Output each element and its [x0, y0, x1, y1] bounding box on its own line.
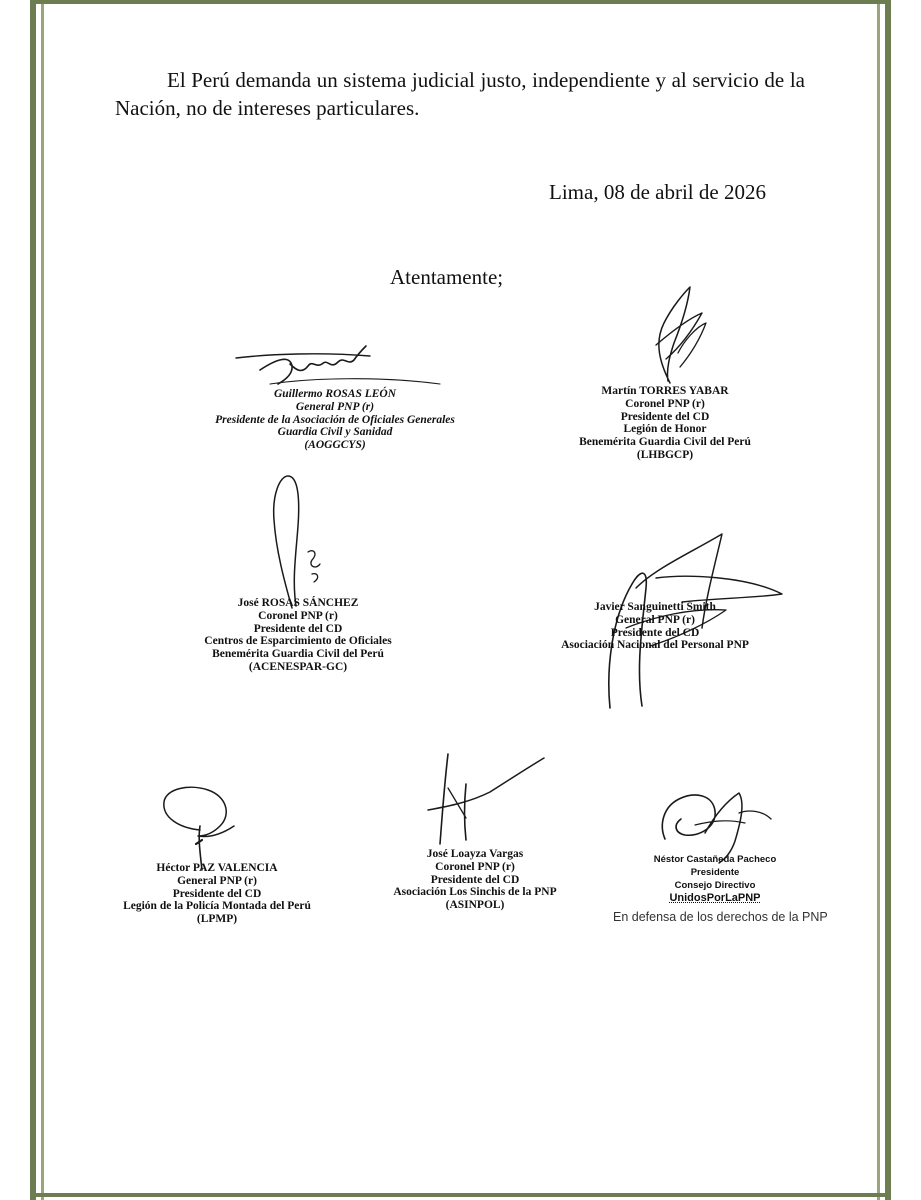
signatory-block-paz-valencia: [72, 862, 362, 926]
letter-paragraph: El Perú demanda un sistema judicial justo, independiente y al servicio de la Nación, no de intereses particulares.: [115, 68, 805, 120]
signatory-role: Presidente del CD: [610, 626, 700, 639]
signatory-block-torres-yabar: [530, 385, 800, 462]
border-right-outer: [885, 0, 891, 1200]
signatory-org: Legión de la Policía Montada del Perú: [123, 900, 311, 913]
signatory-role: Presidente del CD: [172, 887, 262, 900]
signatory-rank: General PNP (r): [615, 613, 695, 626]
signatory-org-2: Benemérita Guardia Civil del Perú: [212, 648, 384, 661]
signatory-role: Presidente del CD: [430, 873, 520, 886]
border-top: [30, 0, 891, 4]
signatory-acronym: (ACENESPAR-GC): [248, 660, 348, 673]
signatory-acronym: (LPMP): [196, 913, 238, 926]
signatory-acronym: (LHBGCP): [636, 448, 694, 461]
signatory-org: Guardia Civil y Sanidad: [277, 426, 393, 439]
border-left-inner: [41, 0, 44, 1200]
signatory-name: Javier Sanguinetti Smith: [594, 601, 716, 613]
signatory-block-castaneda-pacheco: [640, 853, 790, 905]
signatory-group: UnidosPorLaPNP: [669, 892, 761, 904]
border-right-inner: [877, 0, 880, 1200]
signature-torres-yabar: [630, 283, 720, 388]
signatory-name: Néstor Castañeda Pacheco: [653, 854, 777, 865]
border-bottom: [30, 1193, 891, 1197]
signatory-rank: Coronel PNP (r): [625, 397, 705, 410]
signatory-rank: General PNP (r): [295, 400, 375, 413]
signature-rosas-sanchez: [262, 470, 332, 610]
signatory-role: Presidente del CD: [620, 410, 710, 423]
signatory-rank: Coronel PNP (r): [258, 609, 338, 622]
signatory-block-rosas-leon: [190, 388, 480, 452]
signatory-org: Legión de Honor: [623, 423, 707, 436]
signatory-block-rosas-sanchez: [163, 597, 433, 674]
signatory-name: José ROSAS SÁNCHEZ: [237, 597, 359, 609]
signatory-rank: General PNP (r): [177, 874, 257, 887]
signatory-org: Asociación Nacional del Personal PNP: [561, 639, 749, 652]
signatory-org-2: Benemérita Guardia Civil del Perú: [579, 436, 751, 449]
signatory-acronym: (ASINPOL): [445, 899, 505, 912]
signature-loayza-vargas: [420, 748, 550, 848]
signatory-org: Asociación Los Sinchis de la PNP: [393, 886, 557, 899]
motto-text: En defensa de los derechos de la PNP: [613, 910, 828, 924]
signatory-block-sanguinetti-smith: [535, 601, 775, 652]
signatory-org: Centros de Esparcimiento de Oficiales: [204, 635, 392, 648]
border-left-outer: [30, 0, 36, 1200]
signatory-role: Presidente: [690, 867, 740, 878]
signatory-name: José Loayza Vargas: [426, 848, 524, 860]
signatory-name: Martín TORRES YABAR: [601, 385, 729, 397]
signatory-org: Consejo Directivo: [674, 880, 756, 891]
signatory-acronym: (AOGGCYS): [304, 439, 366, 452]
letter-date: Lima, 08 de abril de 2026: [549, 180, 766, 204]
signatory-block-loayza-vargas: [345, 848, 605, 912]
signatory-role: Presidente del CD: [253, 622, 343, 635]
signatory-rank: Coronel PNP (r): [435, 860, 515, 873]
signature-paz-valencia: [150, 782, 250, 872]
letter-closing: Atentamente;: [390, 265, 504, 289]
signatory-name: Guillermo ROSAS LEÓN: [273, 388, 397, 400]
signatory-name: Héctor PAZ VALENCIA: [156, 862, 278, 874]
signatory-role: Presidente de la Asociación de Oficiales Generales: [215, 413, 455, 426]
